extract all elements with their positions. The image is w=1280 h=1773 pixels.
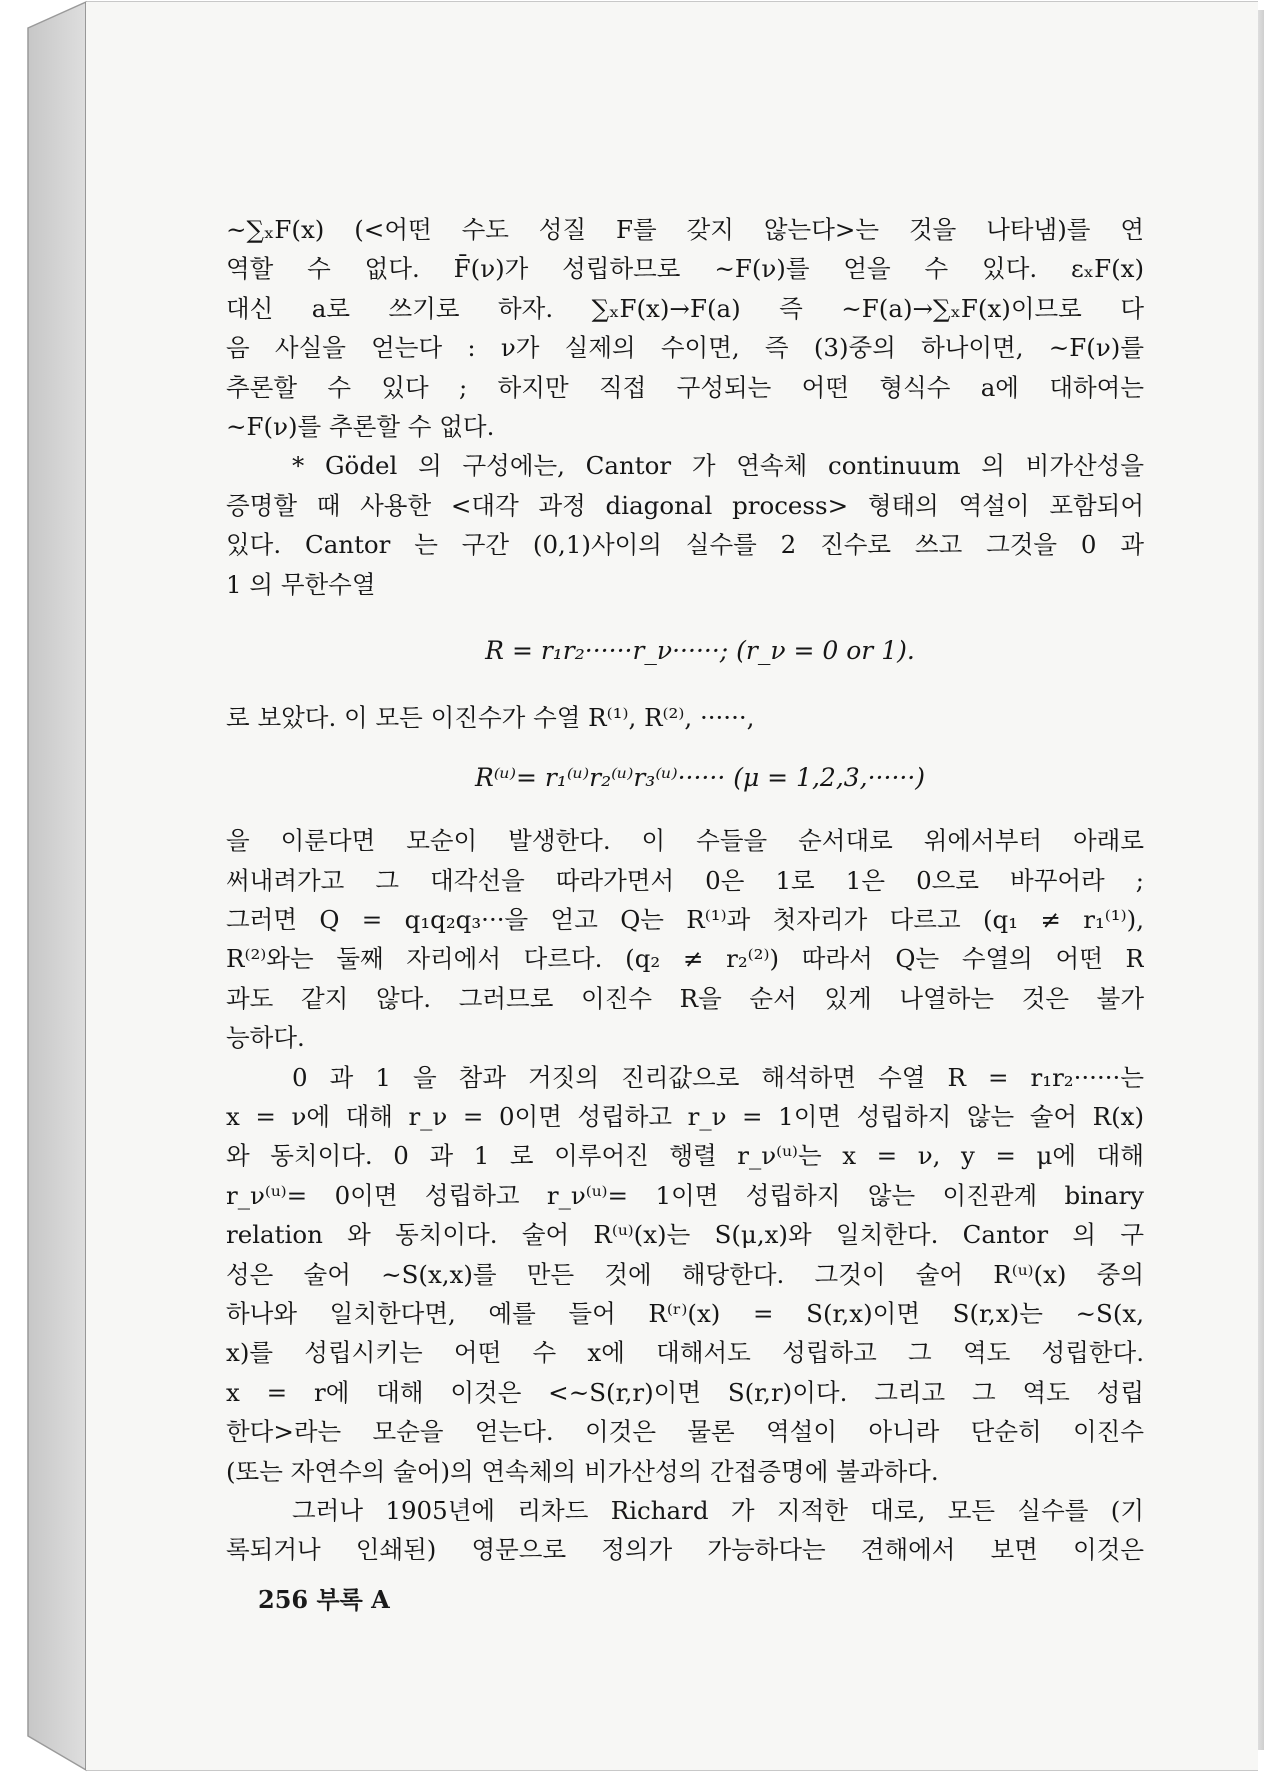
text-line: 써내려가고 그 대각선을 따라가면서 0은 1로 1은 0으로 바꾸어라 ; bbox=[226, 865, 1144, 895]
text-line: 성은 술어 ~S(x,x)를 만든 것에 해당한다. 그것이 술어 R⁽ᵘ⁾(x) 중의 bbox=[226, 1259, 1144, 1289]
text-line: 그러나 1905년에 리차드 Richard 가 지적한 대로, 모든 실수를 (기 bbox=[292, 1495, 1144, 1525]
text-line: 을 이룬다면 모순이 발생한다. 이 수들을 순서대로 위에서부터 아래로 bbox=[226, 826, 1144, 856]
text-line: 0 과 1 을 참과 거짓의 진리값으로 해석하면 수열 R = r₁r₂······는 bbox=[292, 1062, 1144, 1092]
page-body-text bbox=[226, 210, 1144, 1570]
formula-sequence-r-mu: R⁽ᵘ⁾= r₁⁽ᵘ⁾r₂⁽ᵘ⁾r₃⁽ᵘ⁾······ (μ = 1,2,3,······) bbox=[474, 763, 926, 793]
text-line: x = r에 대해 이것은 <~S(r,r)이면 S(r,r)이다. 그리고 그 역도 성립 bbox=[226, 1377, 1144, 1407]
page-footer: 256 부록 A bbox=[258, 1585, 390, 1614]
text-line: 로 보았다. 이 모든 이진수가 수열 R⁽¹⁾, R⁽²⁾, ······, bbox=[226, 702, 755, 732]
text-line: x = ν에 대해 r_ν = 0이면 성립하고 r_ν = 1이면 성립하지 않는 술어 R(x) bbox=[226, 1102, 1144, 1132]
text-line: ~∑ₓF(x) (<어떤 수도 성질 F를 갖지 않는다>는 것을 나타냄)를 연 bbox=[226, 215, 1144, 244]
text-line: 록되거나 인쇄된) 영문으로 정의가 가능하다는 견해에서 보면 이것은 bbox=[226, 1535, 1144, 1565]
text-line: 와 동치이다. 0 과 1 로 이루어진 행렬 r_ν⁽ᵘ⁾는 x = ν, y = μ에 대해 bbox=[226, 1141, 1144, 1171]
formula-sequence-r: R = r₁r₂······r_ν······; (r_ν = 0 or 1). bbox=[485, 635, 915, 665]
text-line: 과도 같지 않다. 그러므로 이진수 R을 순서 있게 나열하는 것은 불가 bbox=[226, 983, 1144, 1013]
text-line: r_ν⁽ᵘ⁾= 0이면 성립하고 r_ν⁽ᵘ⁾= 1이면 성립하지 않는 이진관계 binary bbox=[226, 1180, 1144, 1210]
text-line: 하나와 일치한다면, 예를 들어 R⁽ʳ⁾(x) = S(r,x)이면 S(r,x)는 ~S(x, bbox=[226, 1298, 1144, 1328]
text-line: 있다. Cantor 는 구간 (0,1)사이의 실수를 2 진수로 쓰고 그것을 0 과 bbox=[226, 530, 1144, 560]
text-line: 1 의 무한수열 bbox=[226, 569, 376, 599]
text-line: x)를 성립시키는 어떤 수 x에 대해서도 성립하고 그 역도 성립한다. bbox=[226, 1338, 1144, 1368]
text-line: 한다>라는 모순을 얻는다. 이것은 물론 역설이 아니라 단순히 이진수 bbox=[226, 1417, 1144, 1447]
text-line: 그러면 Q = q₁q₂q₃···을 얻고 Q는 R⁽¹⁾과 첫자리가 다르고 (q₁ ≠ r₁⁽¹⁾), bbox=[226, 905, 1144, 935]
text-line: R⁽²⁾와는 둘째 자리에서 다르다. (q₂ ≠ r₂⁽²⁾) 따라서 Q는 수열의 어떤 R bbox=[226, 944, 1144, 974]
text-line: relation 와 동치이다. 술어 R⁽ᵘ⁾(x)는 S(μ,x)와 일치한다. Cantor 의 구 bbox=[226, 1220, 1144, 1250]
text-line: 증명할 때 사용한 <대각 과정 diagonal process> 형태의 역설이 포함되어 bbox=[226, 490, 1144, 520]
text-line: 능하다. bbox=[226, 1023, 305, 1053]
text-line: ~F(ν)를 추론할 수 없다. bbox=[226, 411, 495, 441]
text-line: 역할 수 없다. F̄(ν)가 성립하므로 ~F(ν)를 얻을 수 있다. εₓF(x) bbox=[226, 254, 1144, 284]
text-line: * Gödel 의 구성에는, Cantor 가 연속체 continuum 의 비가산성을 bbox=[292, 451, 1144, 481]
text-line: 대신 a로 쓰기로 하자. ∑ₓF(x)→F(a) 즉 ~F(a)→∑ₓF(x)이므로 다 bbox=[226, 293, 1144, 323]
text-line: 음 사실을 얻는다 : ν가 실제의 수이면, 즉 (3)중의 하나이면, ~F(ν)를 bbox=[226, 333, 1144, 363]
text-line: 추론할 수 있다 ; 하지만 직접 구성되는 어떤 형식수 a에 대하여는 bbox=[226, 372, 1144, 402]
text-line: (또는 자연수의 술어)의 연속체의 비가산성의 간접증명에 불과하다. bbox=[226, 1456, 939, 1486]
book-spine bbox=[28, 2, 86, 1770]
